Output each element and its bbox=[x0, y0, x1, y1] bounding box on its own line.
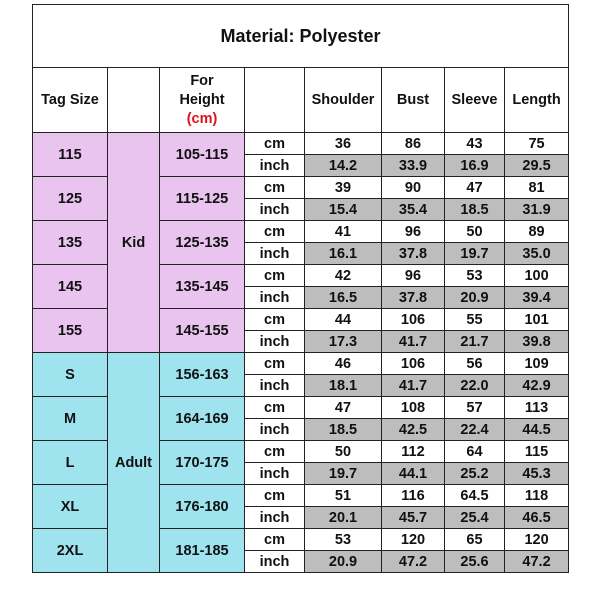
bust-cm-value: 112 bbox=[382, 441, 445, 463]
height-range-cell: 125-135 bbox=[160, 221, 245, 265]
size-chart bbox=[32, 4, 568, 596]
length-inch-value: 45.3 bbox=[505, 463, 569, 485]
shoulder-inch-value: 17.3 bbox=[305, 331, 382, 353]
tag-size-cell: 155 bbox=[33, 309, 108, 353]
unit-inch-label: inch bbox=[245, 463, 305, 485]
unit-inch-label: inch bbox=[245, 419, 305, 441]
unit-cm-label: cm bbox=[245, 397, 305, 419]
sleeve-inch-value: 22.0 bbox=[445, 375, 505, 397]
unit-inch-label: inch bbox=[245, 287, 305, 309]
header-length: Length bbox=[505, 68, 569, 133]
size-chart-table bbox=[32, 4, 569, 573]
length-inch-value: 47.2 bbox=[505, 551, 569, 573]
shoulder-inch-value: 14.2 bbox=[305, 155, 382, 177]
tag-size-cell: 125 bbox=[33, 177, 108, 221]
header-sleeve: Sleeve bbox=[445, 68, 505, 133]
group-label-kid: Kid bbox=[108, 133, 160, 353]
bust-inch-value: 41.7 bbox=[382, 375, 445, 397]
sleeve-inch-value: 25.2 bbox=[445, 463, 505, 485]
length-inch-value: 35.0 bbox=[505, 243, 569, 265]
tag-size-cell: L bbox=[33, 441, 108, 485]
size-row-cm bbox=[33, 133, 569, 155]
length-cm-value: 89 bbox=[505, 221, 569, 243]
header-for-height bbox=[160, 68, 245, 133]
bust-cm-value: 106 bbox=[382, 309, 445, 331]
unit-inch-label: inch bbox=[245, 243, 305, 265]
sleeve-inch-value: 21.7 bbox=[445, 331, 505, 353]
header-for-height-unit: (cm) bbox=[186, 110, 218, 127]
shoulder-cm-value: 53 bbox=[305, 529, 382, 551]
tag-size-cell: 2XL bbox=[33, 529, 108, 573]
sleeve-cm-value: 53 bbox=[445, 265, 505, 287]
shoulder-cm-value: 41 bbox=[305, 221, 382, 243]
shoulder-inch-value: 18.5 bbox=[305, 419, 382, 441]
sleeve-cm-value: 64 bbox=[445, 441, 505, 463]
bust-inch-value: 47.2 bbox=[382, 551, 445, 573]
sleeve-inch-value: 16.9 bbox=[445, 155, 505, 177]
unit-inch-label: inch bbox=[245, 375, 305, 397]
shoulder-cm-value: 39 bbox=[305, 177, 382, 199]
bust-cm-value: 106 bbox=[382, 353, 445, 375]
header-for-height-line1: For bbox=[190, 72, 214, 89]
shoulder-inch-value: 16.5 bbox=[305, 287, 382, 309]
length-inch-value: 39.4 bbox=[505, 287, 569, 309]
length-cm-value: 113 bbox=[505, 397, 569, 419]
header-row bbox=[33, 68, 569, 133]
unit-cm-label: cm bbox=[245, 353, 305, 375]
unit-cm-label: cm bbox=[245, 529, 305, 551]
unit-cm-label: cm bbox=[245, 441, 305, 463]
shoulder-inch-value: 19.7 bbox=[305, 463, 382, 485]
bust-inch-value: 44.1 bbox=[382, 463, 445, 485]
length-inch-value: 44.5 bbox=[505, 419, 569, 441]
unit-cm-label: cm bbox=[245, 265, 305, 287]
height-range-cell: 115-125 bbox=[160, 177, 245, 221]
height-range-cell: 181-185 bbox=[160, 529, 245, 573]
sleeve-cm-value: 57 bbox=[445, 397, 505, 419]
header-group bbox=[108, 68, 160, 133]
unit-inch-label: inch bbox=[245, 507, 305, 529]
bust-cm-value: 90 bbox=[382, 177, 445, 199]
shoulder-cm-value: 46 bbox=[305, 353, 382, 375]
tag-size-cell: 135 bbox=[33, 221, 108, 265]
header-shoulder: Shoulder bbox=[305, 68, 382, 133]
bust-cm-value: 116 bbox=[382, 485, 445, 507]
bust-inch-value: 35.4 bbox=[382, 199, 445, 221]
shoulder-inch-value: 15.4 bbox=[305, 199, 382, 221]
sleeve-cm-value: 47 bbox=[445, 177, 505, 199]
shoulder-cm-value: 50 bbox=[305, 441, 382, 463]
bust-inch-value: 37.8 bbox=[382, 287, 445, 309]
unit-inch-label: inch bbox=[245, 331, 305, 353]
length-inch-value: 42.9 bbox=[505, 375, 569, 397]
header-bust: Bust bbox=[382, 68, 445, 133]
sleeve-cm-value: 64.5 bbox=[445, 485, 505, 507]
height-range-cell: 105-115 bbox=[160, 133, 245, 177]
tag-size-cell: M bbox=[33, 397, 108, 441]
title-row bbox=[33, 5, 569, 68]
unit-cm-label: cm bbox=[245, 309, 305, 331]
length-cm-value: 115 bbox=[505, 441, 569, 463]
tag-size-cell: 145 bbox=[33, 265, 108, 309]
shoulder-cm-value: 51 bbox=[305, 485, 382, 507]
unit-inch-label: inch bbox=[245, 551, 305, 573]
sleeve-cm-value: 65 bbox=[445, 529, 505, 551]
sleeve-inch-value: 25.4 bbox=[445, 507, 505, 529]
length-cm-value: 101 bbox=[505, 309, 569, 331]
sleeve-cm-value: 50 bbox=[445, 221, 505, 243]
chart-title: Material: Polyester bbox=[33, 5, 569, 68]
shoulder-inch-value: 16.1 bbox=[305, 243, 382, 265]
unit-cm-label: cm bbox=[245, 133, 305, 155]
bust-inch-value: 33.9 bbox=[382, 155, 445, 177]
group-label-adult: Adult bbox=[108, 353, 160, 573]
sleeve-inch-value: 25.6 bbox=[445, 551, 505, 573]
bust-cm-value: 96 bbox=[382, 221, 445, 243]
unit-cm-label: cm bbox=[245, 177, 305, 199]
unit-inch-label: inch bbox=[245, 199, 305, 221]
shoulder-cm-value: 36 bbox=[305, 133, 382, 155]
length-inch-value: 39.8 bbox=[505, 331, 569, 353]
shoulder-inch-value: 20.1 bbox=[305, 507, 382, 529]
length-inch-value: 46.5 bbox=[505, 507, 569, 529]
height-range-cell: 164-169 bbox=[160, 397, 245, 441]
sleeve-inch-value: 20.9 bbox=[445, 287, 505, 309]
tag-size-cell: 115 bbox=[33, 133, 108, 177]
sleeve-cm-value: 43 bbox=[445, 133, 505, 155]
bust-cm-value: 86 bbox=[382, 133, 445, 155]
sleeve-inch-value: 22.4 bbox=[445, 419, 505, 441]
length-cm-value: 109 bbox=[505, 353, 569, 375]
height-range-cell: 145-155 bbox=[160, 309, 245, 353]
sleeve-cm-value: 56 bbox=[445, 353, 505, 375]
sleeve-cm-value: 55 bbox=[445, 309, 505, 331]
shoulder-cm-value: 42 bbox=[305, 265, 382, 287]
height-range-cell: 176-180 bbox=[160, 485, 245, 529]
height-range-cell: 170-175 bbox=[160, 441, 245, 485]
size-row-cm bbox=[33, 353, 569, 375]
length-cm-value: 118 bbox=[505, 485, 569, 507]
unit-inch-label: inch bbox=[245, 155, 305, 177]
bust-inch-value: 41.7 bbox=[382, 331, 445, 353]
length-cm-value: 81 bbox=[505, 177, 569, 199]
shoulder-cm-value: 47 bbox=[305, 397, 382, 419]
unit-cm-label: cm bbox=[245, 485, 305, 507]
bust-inch-value: 45.7 bbox=[382, 507, 445, 529]
sleeve-inch-value: 19.7 bbox=[445, 243, 505, 265]
shoulder-inch-value: 18.1 bbox=[305, 375, 382, 397]
header-for-height-line2: Height bbox=[179, 91, 225, 108]
length-inch-value: 31.9 bbox=[505, 199, 569, 221]
header-unit bbox=[245, 68, 305, 133]
length-cm-value: 100 bbox=[505, 265, 569, 287]
unit-cm-label: cm bbox=[245, 221, 305, 243]
bust-cm-value: 120 bbox=[382, 529, 445, 551]
height-range-cell: 135-145 bbox=[160, 265, 245, 309]
tag-size-cell: XL bbox=[33, 485, 108, 529]
length-inch-value: 29.5 bbox=[505, 155, 569, 177]
bust-cm-value: 96 bbox=[382, 265, 445, 287]
tag-size-cell: S bbox=[33, 353, 108, 397]
shoulder-cm-value: 44 bbox=[305, 309, 382, 331]
length-cm-value: 120 bbox=[505, 529, 569, 551]
bust-cm-value: 108 bbox=[382, 397, 445, 419]
bust-inch-value: 42.5 bbox=[382, 419, 445, 441]
header-tag-size: Tag Size bbox=[33, 68, 108, 133]
length-cm-value: 75 bbox=[505, 133, 569, 155]
shoulder-inch-value: 20.9 bbox=[305, 551, 382, 573]
bust-inch-value: 37.8 bbox=[382, 243, 445, 265]
sleeve-inch-value: 18.5 bbox=[445, 199, 505, 221]
height-range-cell: 156-163 bbox=[160, 353, 245, 397]
